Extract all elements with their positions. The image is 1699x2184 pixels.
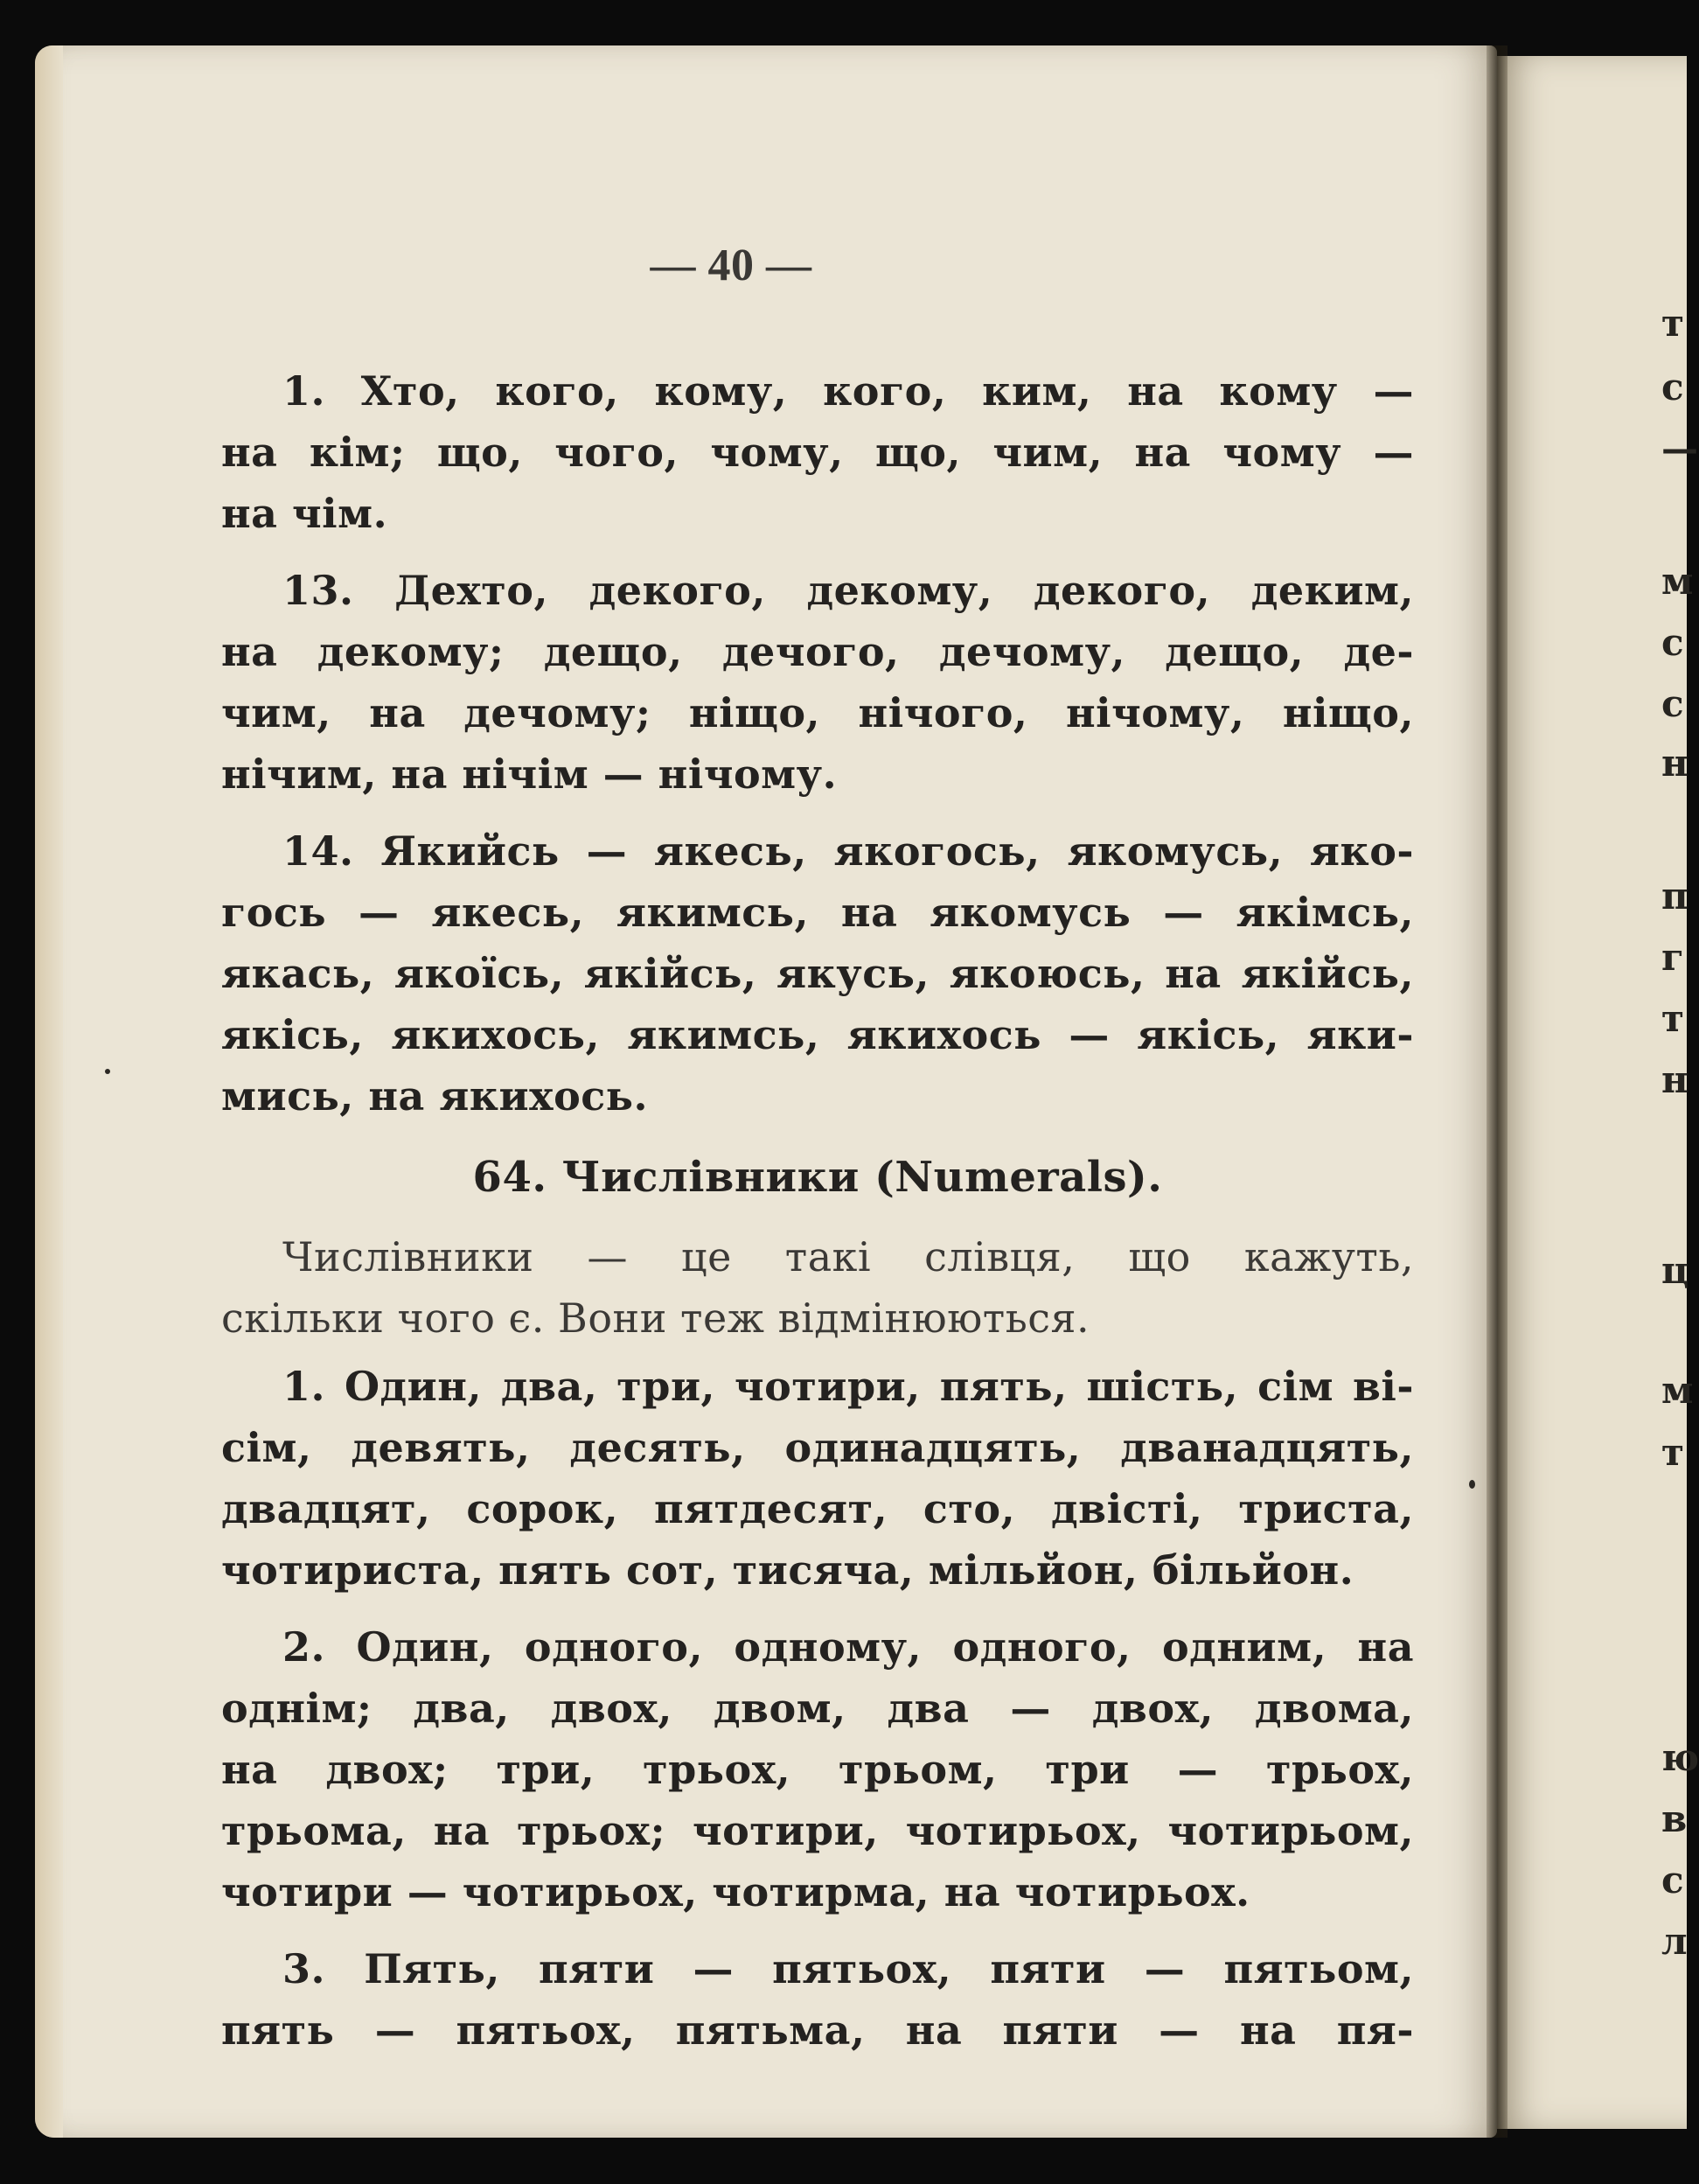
right-page-fragment: г [1661, 936, 1684, 979]
text-line: трьома, на трьох; чотири, чотирьох, чотирьом, [221, 1807, 1414, 1854]
right-page-fragment: т [1661, 997, 1685, 1040]
section-heading: 64. Числівники (Numerals). [472, 1153, 1163, 1202]
book-gutter [1487, 45, 1508, 2138]
page-edge [35, 45, 63, 2138]
right-page-fragment: с [1661, 366, 1684, 408]
text-line: гось — якесь, якимсь, на якомусь — якімсь, [221, 889, 1414, 936]
right-page-fragment: в [1661, 1797, 1688, 1840]
paragraph [221, 1938, 1414, 2061]
right-page-fragment: с [1661, 621, 1684, 664]
right-page-fragment: м [1661, 560, 1694, 603]
text-line: чотириста, пять сот, тисяча, мільйон, більйон. [221, 1546, 1354, 1594]
text-line: однім; два, двох, двом, два — двох, двома, [221, 1685, 1414, 1732]
paragraph [221, 1226, 1414, 1349]
text-line: пять — пятьох, пятьма, на пяти — на пя- [221, 2006, 1414, 2054]
right-page-fragment: н [1661, 1058, 1689, 1101]
text-line: на чім. [221, 490, 388, 537]
text-line: скільки чого є. Вони теж відмінюються. [221, 1294, 1090, 1342]
right-page-fragment: с [1661, 1859, 1684, 1901]
ink-speck [1469, 1480, 1475, 1489]
right-page-fragment: т [1661, 302, 1685, 345]
text-line: двадцят, сорок, пятдесят, сто, двісті, триста, [221, 1485, 1414, 1532]
right-page-fragment: п [1661, 875, 1689, 918]
paragraph [221, 560, 1414, 805]
text-line: мись, на якихось. [221, 1072, 648, 1120]
right-page [1497, 56, 1687, 2129]
text-line: 3. Пять, пяти — пятьох, пяти — пятьом, [282, 1945, 1414, 1992]
text-line: Числівники — це такі слівця, що кажуть, [282, 1233, 1414, 1280]
paragraph [221, 360, 1414, 544]
text-line: 1. Один, два, три, чотири, пять, шість, сім ві- [282, 1363, 1414, 1410]
text-line: на двох; три, трьох, трьом, три — трьох, [221, 1746, 1414, 1793]
text-line: якась, якоїсь, якійсь, якусь, якоюсь, на якійсь, [221, 950, 1414, 997]
right-page-fragment: л [1661, 1920, 1688, 1963]
text-line: чотири — чотирьох, чотирма, на чотирьох. [221, 1868, 1250, 1915]
page-body [221, 360, 1414, 2061]
text-line: сім, девять, десять, одинадцять, дванадцять, [221, 1424, 1414, 1471]
paragraph [221, 1356, 1414, 1601]
text-line: на декому; дещо, дечого, дечому, дещо, де- [221, 628, 1414, 675]
right-page-fragment: н [1661, 742, 1689, 785]
text-line: чим, на дечому; ніщо, нічого, нічому, ніщо, [221, 689, 1414, 736]
right-page-fragment: м [1661, 1369, 1694, 1412]
page-number: — 40 — [650, 241, 812, 290]
left-page [35, 45, 1497, 2138]
right-page-fragment: с [1661, 682, 1684, 725]
text-line: на кім; що, чого, чому, що, чим, на чому — [221, 429, 1414, 476]
ink-speck [105, 1069, 110, 1074]
text-line: 14. Якийсь — якесь, якогось, якомусь, яко- [282, 827, 1414, 875]
text-line: 1. Хто, кого, кому, кого, ким, на кому — [282, 367, 1414, 415]
text-line: 2. Один, одного, одному, одного, одним, на [282, 1623, 1414, 1671]
right-page-fragment: ц [1661, 1249, 1689, 1292]
right-page-fragment: — [1661, 427, 1698, 470]
right-page-fragment: ю [1661, 1736, 1699, 1779]
text-line: якісь, якихось, якимсь, якихось — якісь, яки- [221, 1011, 1414, 1058]
text-line: 13. Дехто, декого, декому, декого, деким, [282, 567, 1414, 614]
right-page-fragment: т [1661, 1431, 1685, 1474]
paragraph [221, 820, 1414, 1127]
paragraph [221, 1616, 1414, 1922]
text-line: нічим, на нічім — нічому. [221, 750, 838, 798]
